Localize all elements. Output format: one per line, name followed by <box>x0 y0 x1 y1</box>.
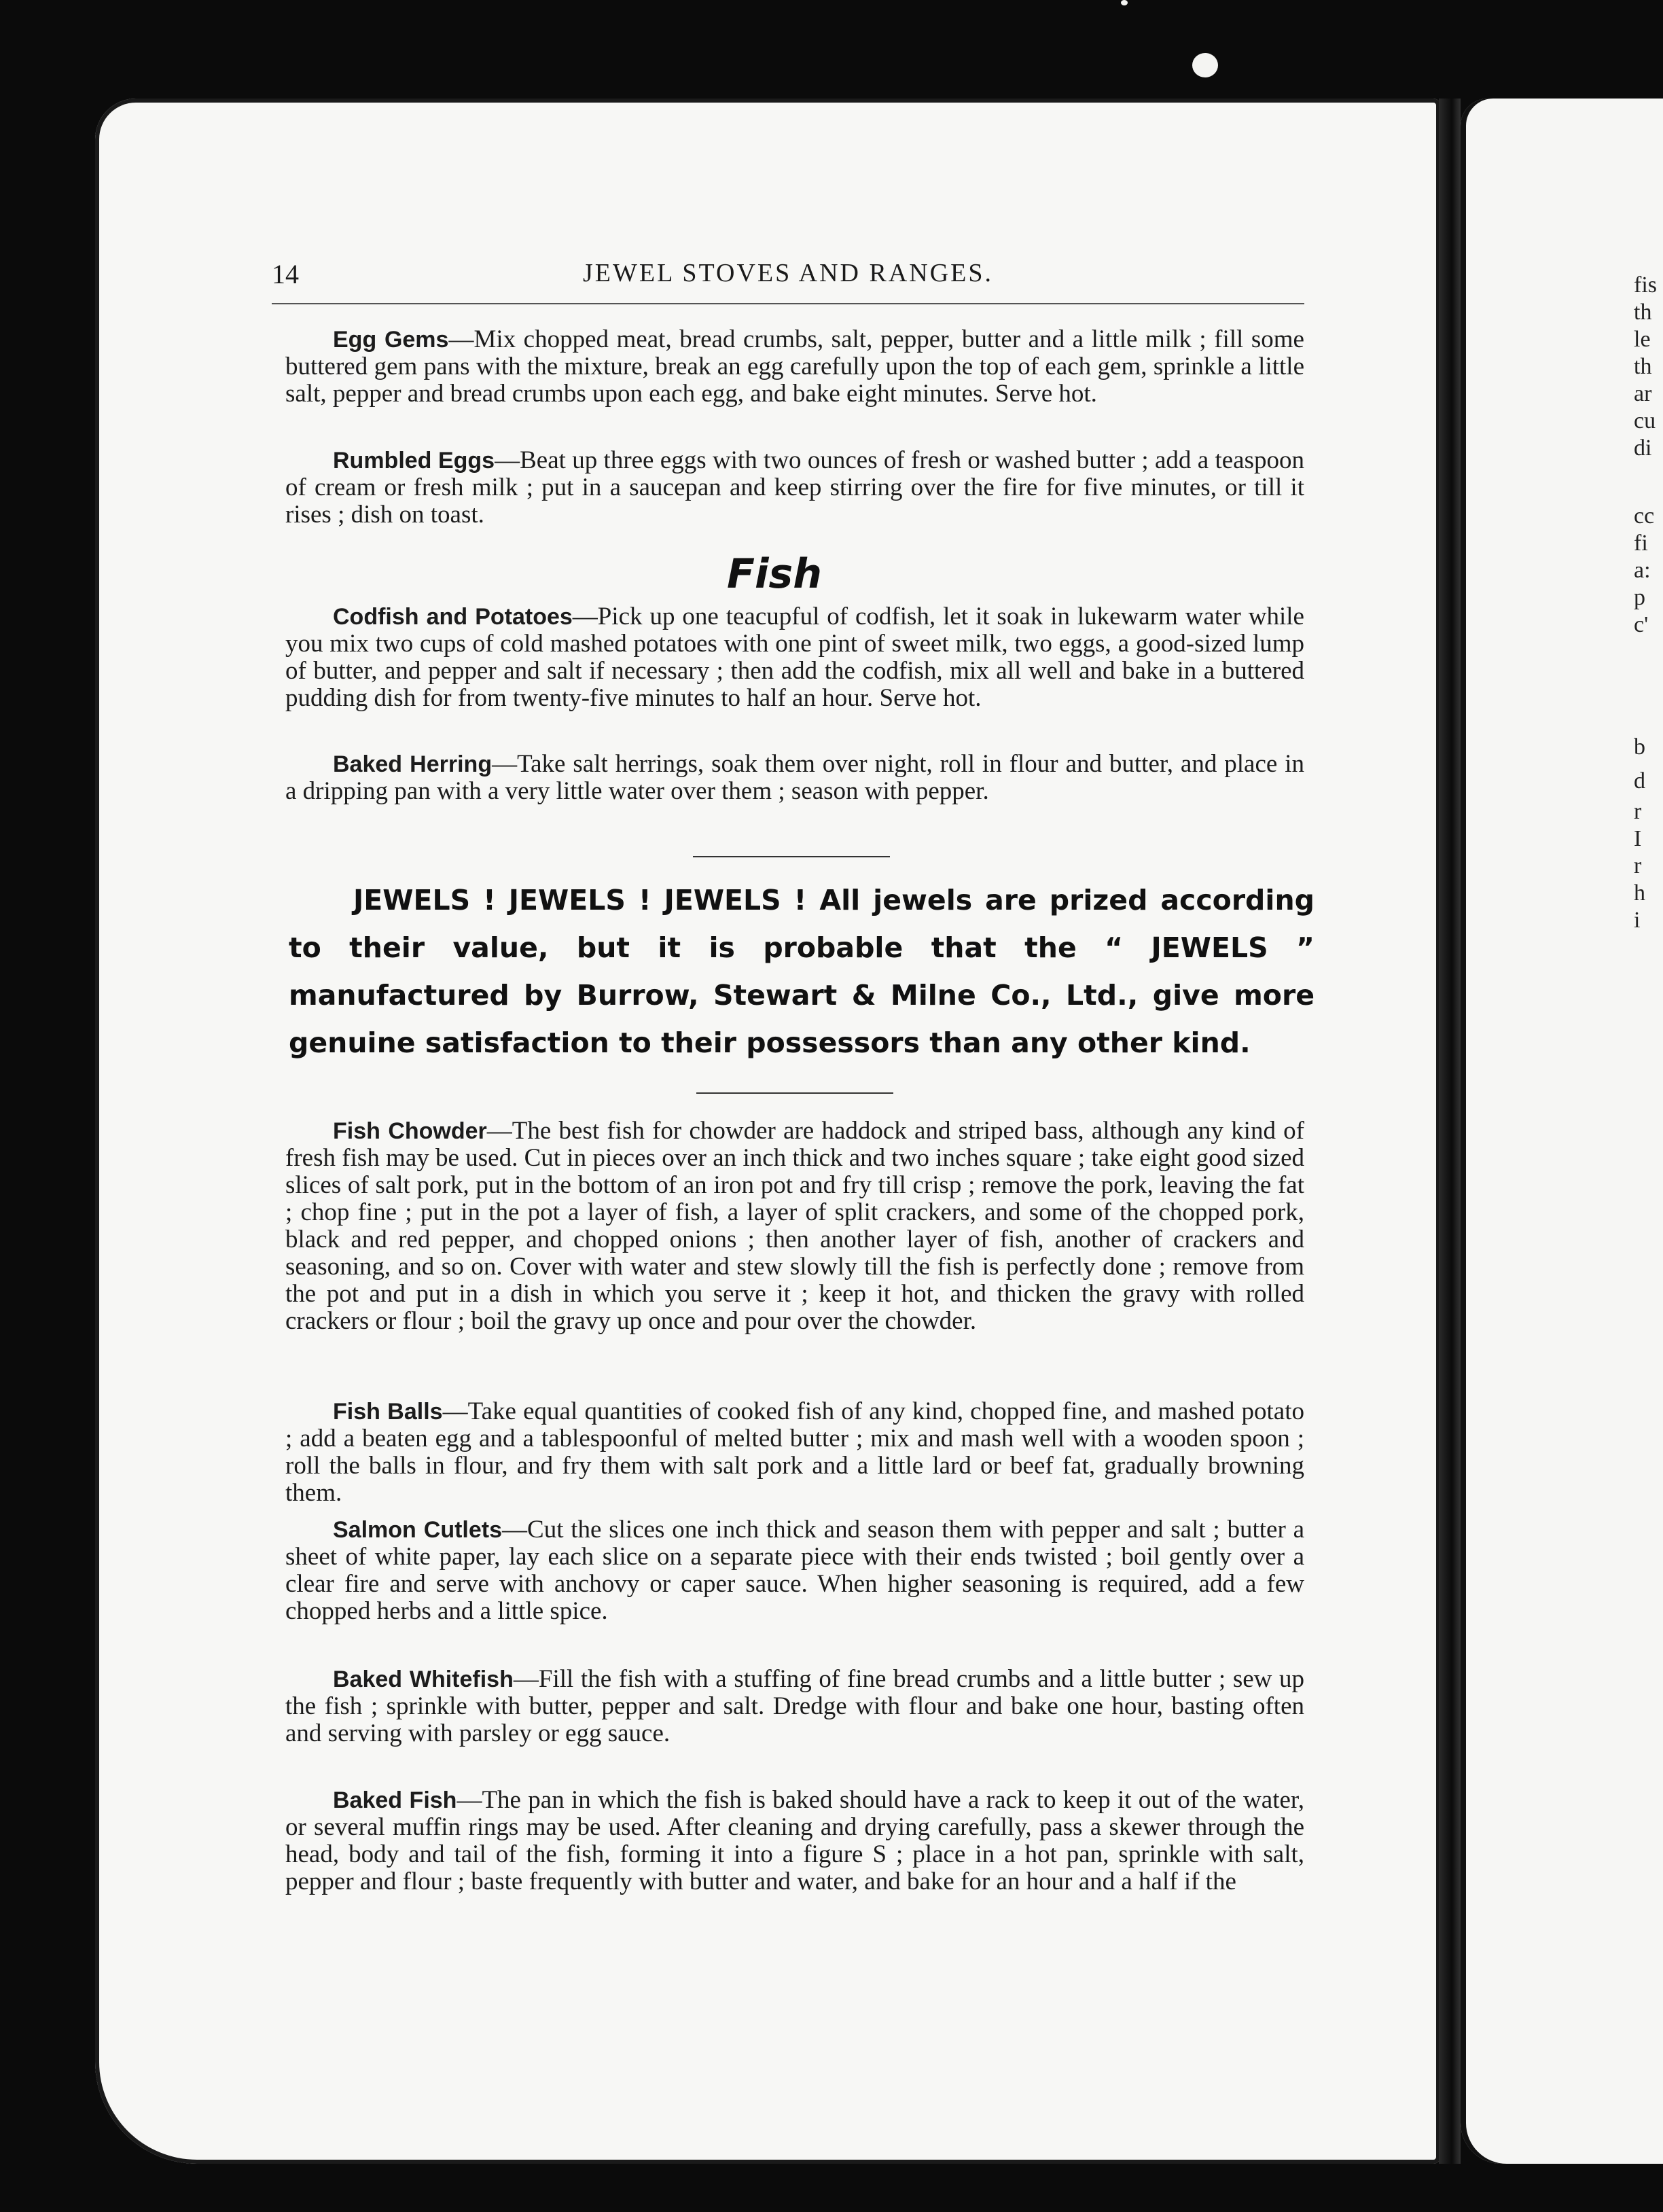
fragment: r <box>1634 853 1642 878</box>
fragment: di <box>1634 435 1652 461</box>
recipe-text: —The pan in which the fish is baked should have a rack to keep it out of the water, or several muffin rings may be used. After cleaning and drying carefully, pass a skewer through the head, body and tail of the fish, forming it into a figure S ; place in a hot pan, sprinkle with salt, pepper and flour ; baste frequently with butter and water, and bake for an hour and a half if the <box>285 1786 1304 1895</box>
recipe-title: Fish Balls <box>333 1399 443 1425</box>
fragment: r <box>1634 799 1642 824</box>
recipe-baked-herring <box>285 751 1304 805</box>
running-title: JEWEL STOVES AND RANGES. <box>582 259 994 287</box>
fragment: b <box>1634 734 1645 760</box>
fragment: I <box>1634 826 1642 851</box>
page-header <box>272 258 1304 299</box>
recipe-rumbled-eggs <box>285 447 1304 529</box>
fragment: a: <box>1634 558 1651 583</box>
recipe-fish-chowder <box>285 1118 1304 1335</box>
scan-speck <box>1192 53 1218 77</box>
divider <box>693 856 890 857</box>
recipe-text: —The best fish for chowder are haddock and striped bass, although any kind of fresh fish may be used. Cut in pieces over an inch thick and two inches square ; take eight good sized slices of salt pork, put in the bottom of an iron pot and fry till crisp ; remove the pork, leaving the fat ; chop fine ; put in the pot a layer of fish, a layer of split crackers, and some of the chopped pork, black and red pepper, and chopped onions ; then another layer of fish, another of crackers and seasoning, and so on. Cover with water and stew slowly till the fish is perfectly done ; remove from the pot and put in a dish in which you serve it ; keep it hot, and thicken the gravy with rolled crackers or flour ; boil the gravy up once and pour over the chowder. <box>285 1117 1304 1335</box>
recipe-fish-balls <box>285 1398 1304 1507</box>
recipe-title: Baked Herring <box>333 751 493 777</box>
scan-speck <box>1121 0 1128 5</box>
recipe-text: —Take salt herrings, soak them over night, roll in flour and butter, and place in a dripping pan with a very little water over them ; season with pepper. <box>285 750 1305 805</box>
recipe-title: Fish Chowder <box>333 1118 487 1144</box>
fragment: i <box>1634 908 1641 933</box>
fragment: fis <box>1634 272 1657 298</box>
recipe-baked-fish <box>285 1787 1304 1895</box>
fragment: th <box>1634 354 1652 379</box>
recipe-baked-whitefish <box>285 1666 1304 1747</box>
recipe-text: —Cut the slices one inch thick and season them with pepper and salt ; butter a sheet of white paper, lay each slice on a separate piece with their ends twisted ; boil gently over a clear fire and serve with anchovy or caper sauce. When higher seasoning is required, add a few chopped herbs and a little spice. <box>285 1516 1304 1625</box>
header-rule <box>272 303 1304 304</box>
fragment: h <box>1634 880 1645 906</box>
fragment: fi <box>1634 531 1648 556</box>
recipe-title: Baked Fish <box>333 1787 457 1813</box>
recipe-title: Codfish and Potatoes <box>333 604 573 630</box>
recipe-text: —Beat up three eggs with two ounces of fresh or washed butter ; add a teaspoon of cream or fresh milk ; put in a saucepan and keep stirring over the fire for five minutes, or till it rises ; dish on toast. <box>285 446 1304 529</box>
recipe-title: Salmon Cutlets <box>333 1517 503 1543</box>
divider <box>696 1092 893 1094</box>
page-number: 14 <box>272 259 299 289</box>
book-spine <box>1439 99 1461 2164</box>
recipe-title: Baked Whitefish <box>333 1666 514 1692</box>
recipe-egg-gems <box>285 326 1304 408</box>
fragment: p <box>1634 585 1645 610</box>
recipe-text: —Fill the fish with a stuffing of fine bread crumbs and a little butter ; sew up the fish ; sprinkle with butter, pepper and salt. Dredge with flour and bake one hour, basting often and serving with parsley or egg sauce. <box>285 1665 1304 1747</box>
recipe-text: —Take equal quantities of cooked fish of any kind, chopped fine, and mashed potato ; add a beaten egg and a tablespoonful of melted butter ; mix and mash well with a wooden spoon ; roll the balls in flour, and fry them with salt pork and a little lard or beef fat, gradually browning them. <box>285 1397 1304 1507</box>
recipe-text: —Pick up one teacupful of codfish, let it soak in lukewarm water while you mix two cups of cold mashed potatoes with one pint of sweet milk, two eggs, a good-sized lump of butter, and pepper and salt if necessary ; then add the codfish, mix all well and bake in a buttered pudding dish for from twenty-five minutes to half an hour. Serve hot. <box>285 603 1304 712</box>
fragment: c' <box>1634 612 1649 637</box>
fragment: cu <box>1634 408 1656 433</box>
fragment: le <box>1634 327 1651 352</box>
section-title-fish: Fish <box>727 550 822 598</box>
fragment: d <box>1634 768 1645 793</box>
recipe-salmon-cutlets <box>285 1516 1304 1625</box>
recipe-codfish-potatoes <box>285 603 1304 712</box>
fragment: th <box>1634 300 1652 325</box>
recipe-text: —Mix chopped meat, bread crumbs, salt, pepper, butter and a little milk ; fill some buttered gem pans with the mixture, break an egg carefully upon the top of each gem, sprinkle a little salt, pepper and bread crumbs upon each egg, and bake eight minutes. Serve hot. <box>285 325 1304 408</box>
recipe-title: Egg Gems <box>333 327 449 353</box>
jewels-advert: JEWELS ! JEWELS ! JEWELS ! All jewels are prized according to their value, but it is probable that the “ JEWELS ” manufactured by Burrow, Stewart & Milne Co., Ltd., give more genuine satisfaction to their possessors than any other kind. <box>289 884 1315 1059</box>
fragment: cc <box>1634 503 1655 529</box>
recipe-title: Rumbled Eggs <box>333 448 495 474</box>
fragment: ar <box>1634 381 1652 406</box>
facing-page <box>1461 99 1663 2164</box>
